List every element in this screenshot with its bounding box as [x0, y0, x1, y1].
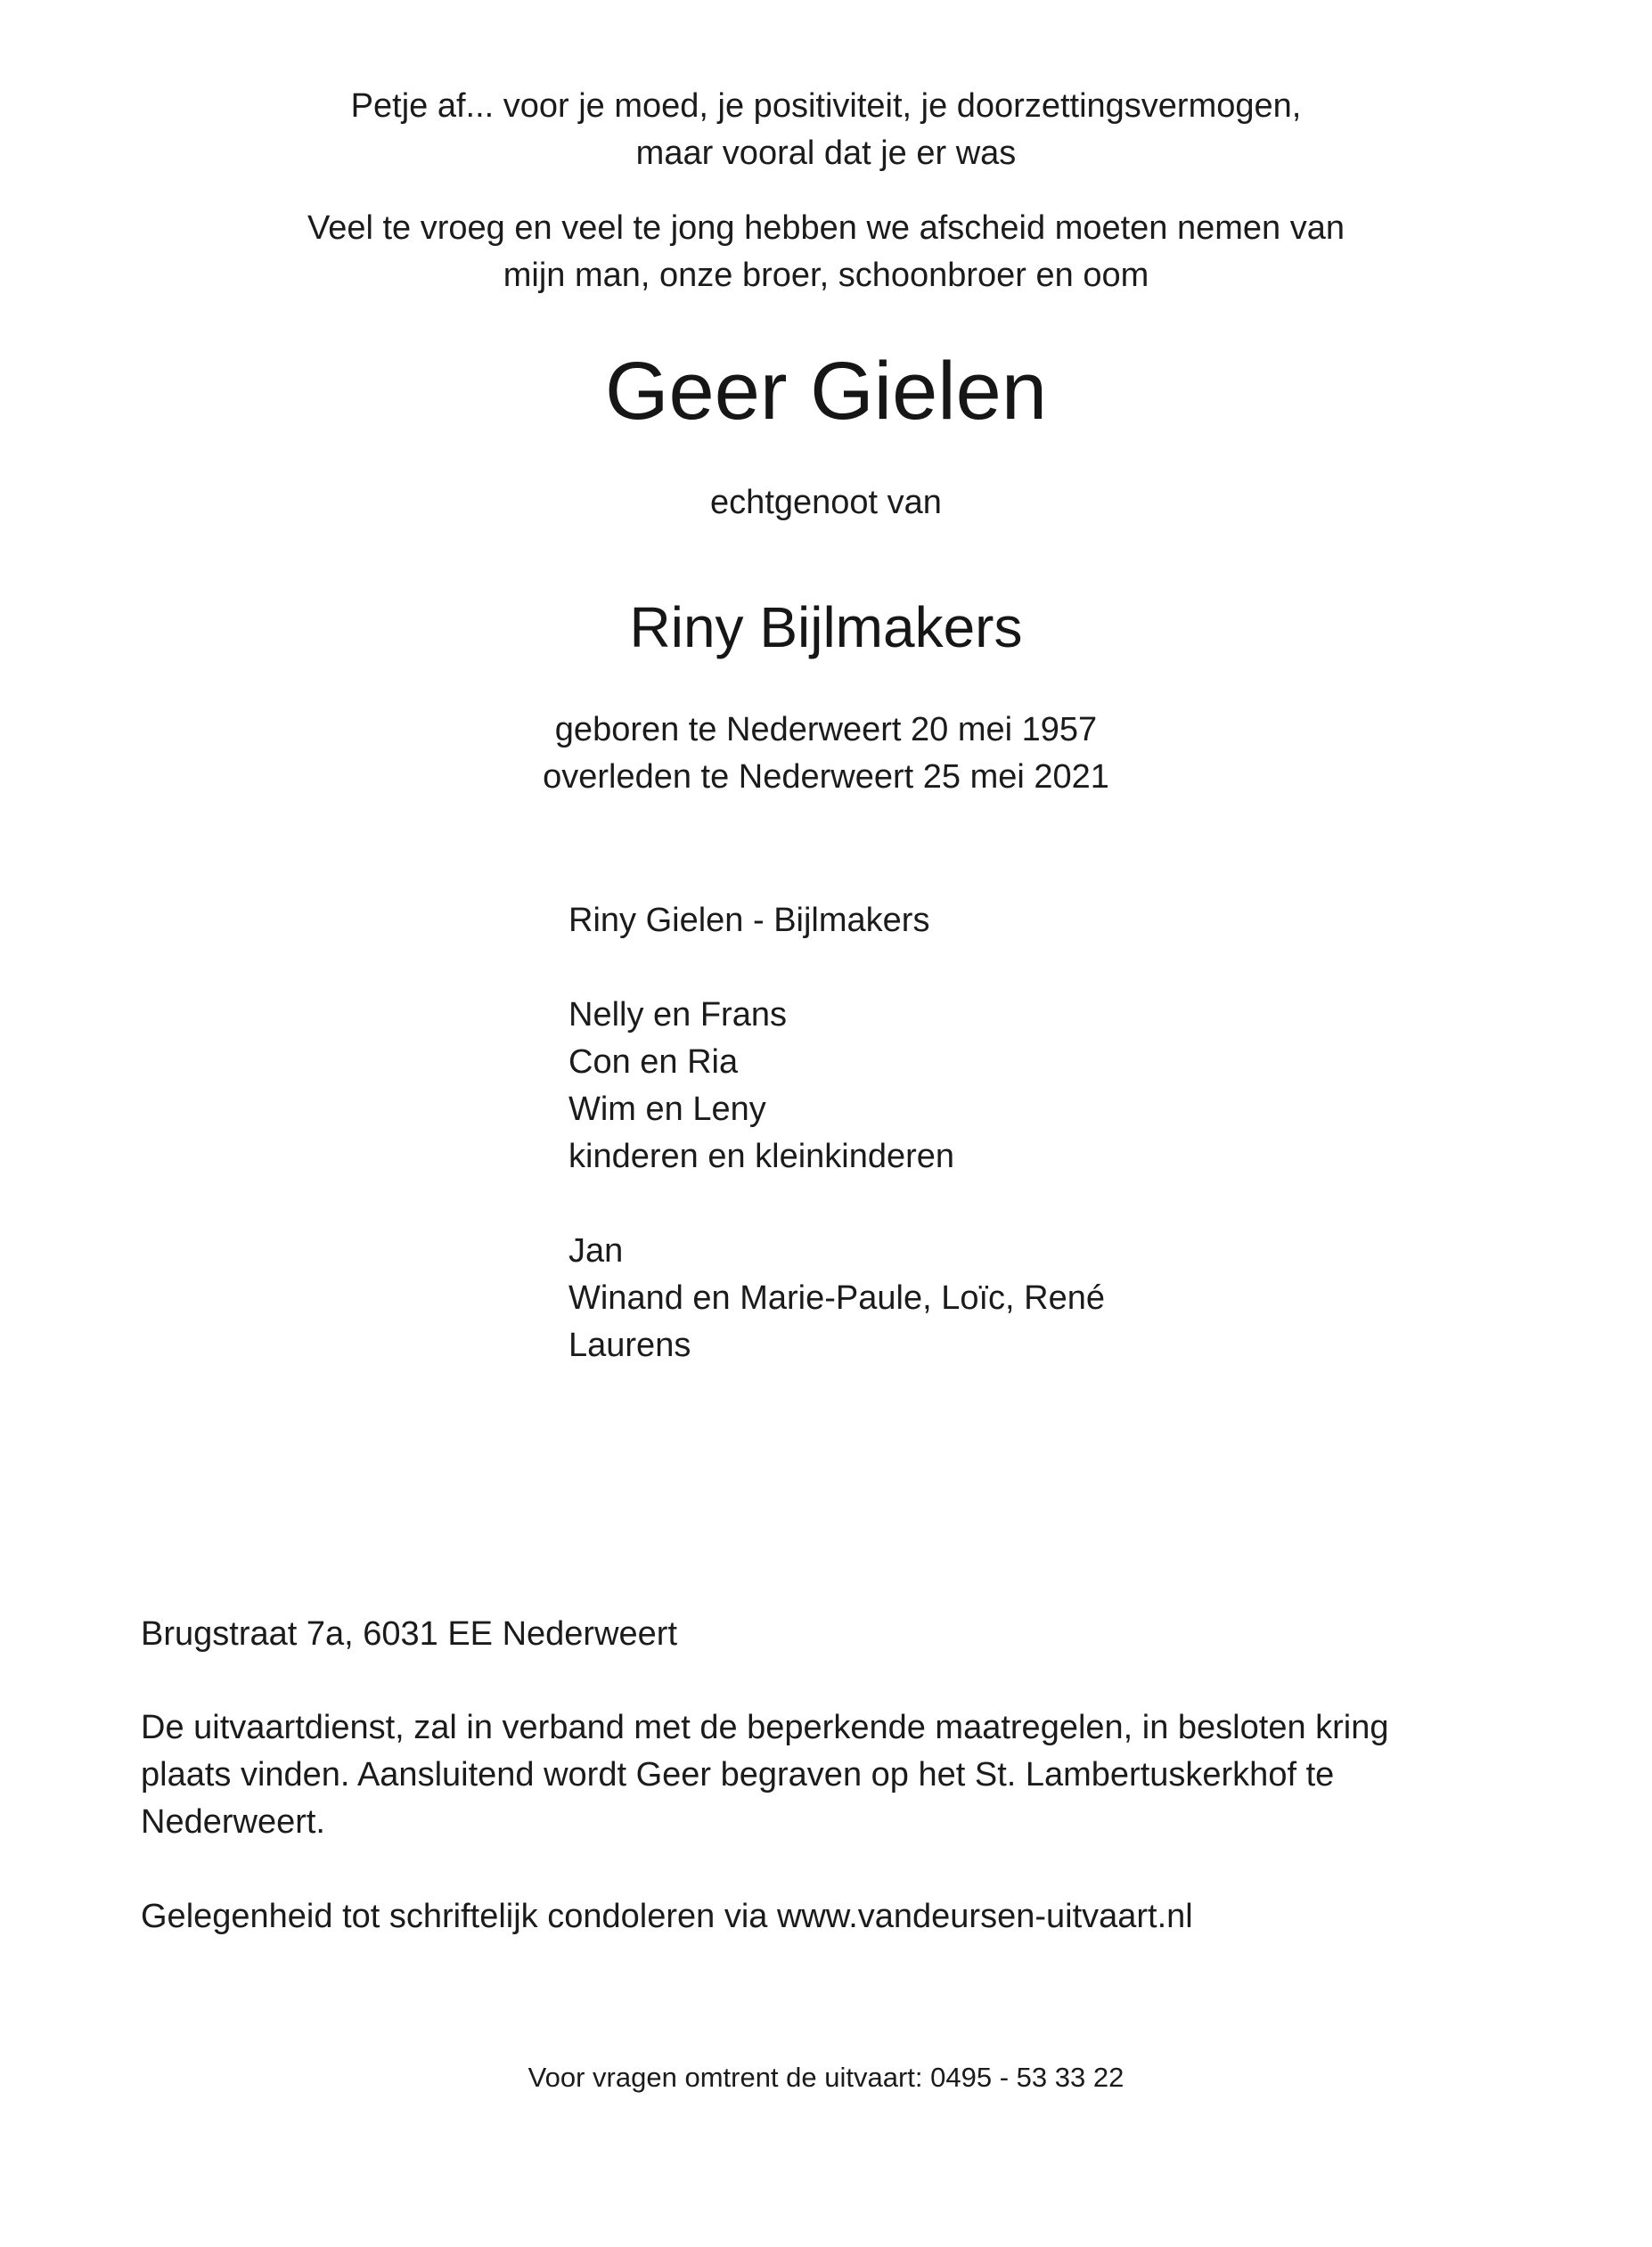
service-info: [141, 1704, 1531, 1846]
intro-quote: [0, 83, 1652, 177]
birth-date: geboren te Nederweert 20 mei 1957: [554, 711, 1098, 748]
death-date: overleden te Nederweert 25 mei 2021: [543, 758, 1109, 796]
family-member: Riny Gielen - Bijlmakers: [568, 902, 930, 939]
family-member: Winand en Marie-Paule, Loïc, René: [568, 1279, 1105, 1317]
spacer: [568, 1181, 1105, 1228]
service-line-2: plaats vinden. Aansluitend wordt Geer begraven op het St. Lambertuskerkhof te: [141, 1756, 1335, 1794]
family-member: Con en Ria: [568, 1043, 739, 1081]
life-dates: [0, 707, 1652, 801]
correspondence-address: Brugstraat 7a, 6031 EE Nederweert: [141, 1615, 678, 1653]
deceased-name: Geer Gielen: [604, 346, 1048, 437]
family-member: Nelly en Frans: [568, 996, 787, 1034]
farewell-text: [0, 205, 1652, 299]
family-member: Jan: [568, 1232, 624, 1270]
farewell-line-1: Veel te vroeg en veel te jong hebben we afscheid moeten nemen van: [307, 209, 1345, 247]
spacer: [568, 944, 1105, 992]
family-member: kinderen en kleinkinderen: [568, 1138, 955, 1175]
family-list: [568, 897, 1105, 1369]
service-line-3: Nederweert.: [141, 1803, 325, 1841]
intro-line-2: maar vooral dat je er was: [635, 135, 1017, 172]
family-member: Laurens: [568, 1327, 691, 1364]
family-member: Wim en Leny: [568, 1091, 766, 1128]
spouse-label: echtgenoot van: [710, 484, 942, 521]
intro-line-1: Petje af... voor je moed, je positiviteit, je doorzettingsvermogen,: [350, 87, 1302, 125]
spouse-name: Riny Bijlmakers: [629, 595, 1023, 659]
condolence-info: Gelegenheid tot schriftelijk condoleren via www.vandeursen-uitvaart.nl: [141, 1898, 1193, 1935]
service-line-1: De uitvaartdienst, zal in verband met de beperkende maatregelen, in besloten kring: [141, 1709, 1389, 1746]
farewell-line-2: mijn man, onze broer, schoonbroer en oom: [503, 257, 1149, 294]
contact-footer: Voor vragen omtrent de uitvaart: 0495 - 53 33 22: [527, 2062, 1125, 2093]
